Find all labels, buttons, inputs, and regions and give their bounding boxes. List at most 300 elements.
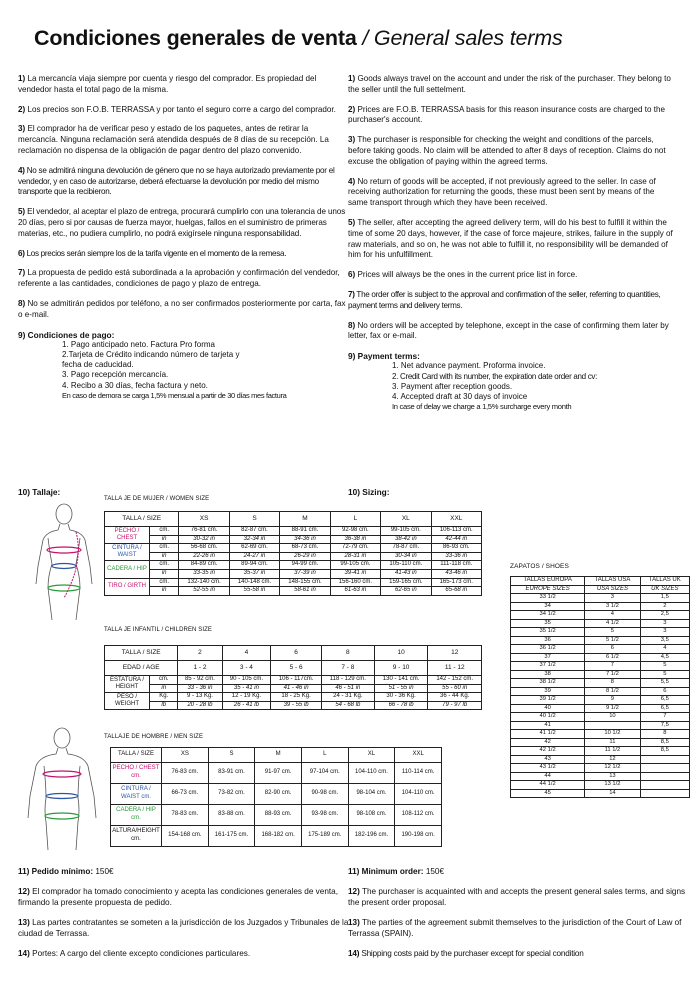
table-row — [511, 585, 690, 594]
table-cell: 7,5 — [640, 721, 689, 730]
table-cell: 73-82 cm. — [208, 784, 255, 805]
table-cell: 42-44 in — [431, 535, 481, 544]
children-size-caption: TALLA JE INFANTIL / CHILDREN SIZE — [104, 627, 212, 633]
table-cell: 161-175 cm. — [208, 826, 255, 847]
row-label: ALTURA/HEIGHT cm. — [111, 826, 162, 847]
bottom-es-12: 12) El comprador ha tomado conocimiento y acepta las condiciones generales de venta, firmando la presente propuesta de pedido. — [18, 887, 338, 907]
table-header-cell: XL — [348, 748, 395, 763]
unit-cell: in — [150, 684, 178, 693]
table-cell: 5 — [640, 670, 689, 679]
table-cell: 8 — [640, 730, 689, 739]
table-cell: 76-81 cm. — [179, 527, 229, 536]
unit-cell: in — [150, 569, 179, 578]
man-figure-icon — [16, 726, 108, 851]
table-row — [511, 636, 690, 645]
table-cell: 37 — [511, 653, 585, 662]
table-row — [511, 611, 690, 620]
payment-es-heading: 9) Condiciones de pago: — [18, 329, 115, 340]
table-cell: 68-73 cm. — [280, 544, 330, 553]
table-cell: 24 - 31 Kg. — [321, 693, 374, 702]
table-cell: 43 — [511, 755, 585, 764]
term-en-8: 8) No orders will be accepted by telephone, except in the case of confirming them later by letter, fax or e-mail. — [348, 320, 669, 341]
table-cell: 8,5 — [640, 747, 689, 756]
table-cell: 93-98 cm. — [301, 805, 348, 826]
table-row — [511, 679, 690, 688]
table-row — [511, 772, 690, 781]
bottom-es-13: 13) Las partes contratantes se someten a la jurisdicción de los Juzgados y Tribunales de la ciudad de Terrassa. — [18, 918, 349, 938]
table-cell: 4 — [585, 611, 640, 620]
term-en-7: 7) The order offer is subject to the approval and confirmation of the seller, referring to quantities, payment terms and delivery terms. — [348, 289, 661, 310]
table-cell: 10 1/2 — [585, 730, 640, 739]
table-cell: 3 1/2 — [585, 602, 640, 611]
table-cell: 86-93 cm. — [431, 544, 481, 553]
men-size-table — [110, 747, 442, 847]
table-header-cell: UK SIZES — [640, 585, 689, 594]
table-cell: 78-83 cm. — [162, 805, 209, 826]
table-row — [511, 628, 690, 637]
title-separator: / — [356, 26, 374, 50]
table-cell: 5 1/2 — [585, 636, 640, 645]
table-row — [111, 784, 442, 805]
table-row — [511, 789, 690, 798]
payment-en-item: 4. Accepted draft at 30 days of invoice — [392, 391, 528, 401]
unit-cell: in — [150, 587, 179, 596]
term-es-1: 1) La mercancía viaja siempre por cuenta y riesgo del comprador. Es propiedad del vendedor hasta el total pago de la misma. — [18, 74, 317, 94]
table-cell: 10 — [585, 713, 640, 722]
table-cell: 2 — [640, 602, 689, 611]
table-row — [511, 704, 690, 713]
table-row — [511, 653, 690, 662]
table-cell: 104-110 cm. — [395, 784, 442, 805]
unit-cell: cm. — [150, 527, 179, 536]
table-cell: 28-31 in — [330, 552, 380, 561]
table-cell: 159-165 cm. — [381, 578, 431, 587]
men-size-caption: TALLAJE DE HOMBRE / MEN SIZE — [104, 734, 204, 740]
table-cell: 36 1/2 — [511, 645, 585, 654]
payment-en-item: 2. Credit Card with its number, the expiration date order and cv: — [392, 371, 598, 381]
table-cell: 39 1/2 — [511, 696, 585, 705]
table-header-cell: TALLAS EUROPA — [511, 577, 585, 586]
row-label: PESO / WEIGHT — [105, 693, 150, 710]
table-cell: 13 — [585, 772, 640, 781]
table-cell: 106-113 cm. — [431, 527, 481, 536]
table-cell: 7 — [585, 662, 640, 671]
table-header-cell: XS — [162, 748, 209, 763]
table-cell: 40 — [511, 704, 585, 713]
table-row — [111, 826, 442, 847]
table-row — [511, 645, 690, 654]
table-cell: 34 1/2 — [511, 611, 585, 620]
bottom-es-14: 14) Portes: A cargo del cliente excepto condiciones particulares. — [18, 949, 251, 958]
table-row — [111, 763, 442, 784]
table-row — [511, 755, 690, 764]
table-cell: 4 1/2 — [585, 619, 640, 628]
table-header-cell: 4 — [222, 646, 271, 661]
table-row — [105, 693, 482, 702]
table-cell: 44 — [511, 772, 585, 781]
table-cell: 110-114 cm. — [395, 763, 442, 784]
table-cell: 46 - 51 in — [321, 684, 374, 693]
table-cell: 22-26 in — [179, 552, 229, 561]
unit-cell: Kg. — [150, 693, 178, 702]
table-cell: 3 — [640, 628, 689, 637]
payment-es-note: En caso de demora se carga 1,5% mensual a partir de 30 días mes factura — [62, 390, 287, 400]
sizing-label-en: 10) Sizing: — [348, 487, 390, 497]
table-cell: 108-112 cm. — [395, 805, 442, 826]
term-es-3: 3) El comprador ha de verificar peso y estado de los paquetes, antes de retirar la mercancía. Ninguna reclamación será atendida después de 8 días de su recepción. La reclamación no dispensa de la obligación de pagar dentro del plazo convenido. — [18, 124, 329, 155]
table-cell: 142 - 152 cm. — [428, 676, 482, 685]
table-cell: 37-39 in — [280, 569, 330, 578]
table-cell: 33 - 36 in — [178, 684, 222, 693]
table-row — [511, 781, 690, 790]
term-es-7: 7) La propuesta de pedido está subordinada a la aprobación y confirmación del vendedor, referente a las cantidades, condiciones de pago y plazo de entrega. — [18, 268, 340, 289]
row-label: CINTURA / WAIST — [105, 544, 150, 561]
table-cell: 83-91 cm. — [208, 763, 255, 784]
table-row — [105, 684, 482, 693]
bottom-es-11: 11) Pedido mínimo: 150€ — [18, 867, 114, 876]
term-en-4: 4) No return of goods will be accepted, if not previously agreed to the seller. In case of receiving authorization for returning the goods, these must been sent by means of the same transport through which they have been received. — [348, 176, 656, 208]
table-cell: 33 1/2 — [511, 594, 585, 603]
table-row — [105, 569, 482, 578]
table-header-cell: USA SIZES — [585, 585, 640, 594]
table-cell: 8,5 — [640, 738, 689, 747]
table-header-cell: 10 — [374, 646, 428, 661]
unit-cell: cm. — [150, 578, 179, 587]
table-cell: 51 - 55 in — [374, 684, 428, 693]
table-row — [511, 602, 690, 611]
table-header-cell: S — [229, 512, 279, 527]
term-es-4: 4) No se admitirá ninguna devolución de género que no se haya autorizado previamente por el vendedor, y en caso de autorizarse, deberá efectuarse la devolución por medio del mismo transporte que la recibieron. — [18, 165, 335, 197]
term-es-2: 2) Los precios son F.O.B. TERRASSA y por tanto el seguro corre a cargo del comprador. — [18, 104, 336, 114]
table-cell: 78-87 cm. — [381, 544, 431, 553]
table-cell: 72-79 cm. — [330, 544, 380, 553]
table-cell: 34 — [511, 602, 585, 611]
table-header-cell: TALLA / SIZE — [111, 748, 162, 763]
table-row — [511, 687, 690, 696]
table-cell: 12 - 19 Kg. — [222, 693, 271, 702]
table-cell: 6,5 — [640, 704, 689, 713]
table-row — [105, 561, 482, 570]
table-cell: 9 - 10 — [374, 661, 428, 676]
table-cell: 79 - 97 lb — [428, 701, 482, 710]
payment-es-item: 3. Pago recepción mercancía. — [62, 370, 169, 380]
table-cell: 98-104 cm. — [348, 784, 395, 805]
row-label: PECHO / CHEST — [105, 527, 150, 544]
table-cell: 3 — [585, 594, 640, 603]
terms-en — [348, 74, 676, 412]
table-cell — [640, 755, 689, 764]
table-row — [511, 730, 690, 739]
table-cell: 98-108 cm. — [348, 805, 395, 826]
table-cell: 99-105 cm. — [381, 527, 431, 536]
table-row — [105, 661, 482, 676]
page-title — [34, 26, 563, 51]
table-header-cell: 12 — [428, 646, 482, 661]
table-cell: 66-73 cm. — [162, 784, 209, 805]
table-row — [511, 670, 690, 679]
table-cell: 7 1/2 — [585, 670, 640, 679]
table-row — [111, 805, 442, 826]
table-cell: 92-98 cm. — [330, 527, 380, 536]
table-cell: 9 1/2 — [585, 704, 640, 713]
table-cell: 45 — [511, 789, 585, 798]
table-cell: 1,5 — [640, 594, 689, 603]
table-cell: 26-29 in — [280, 552, 330, 561]
table-row — [511, 721, 690, 730]
payment-es-item: 1. Pago anticipado neto. Factura Pro forma — [62, 339, 215, 349]
terms-es — [18, 74, 346, 401]
row-label: CADERA / HIP — [105, 561, 150, 578]
table-cell: 13 1/2 — [585, 781, 640, 790]
table-header-cell: 8 — [321, 646, 374, 661]
table-cell: 12 — [585, 755, 640, 764]
table-cell: 6,5 — [640, 696, 689, 705]
table-row — [511, 747, 690, 756]
table-cell: 35 1/2 — [511, 628, 585, 637]
sizing-label-es: 10) Tallaje: — [18, 487, 61, 497]
table-cell: 6 — [640, 687, 689, 696]
table-header-cell: TALLA / SIZE — [105, 512, 179, 527]
table-cell: 3 - 4 — [222, 661, 271, 676]
table-cell: 7 - 8 — [321, 661, 374, 676]
children-size-table — [104, 645, 482, 710]
table-cell: 39-41 in — [330, 569, 380, 578]
table-cell: 175-189 cm. — [301, 826, 348, 847]
row-label: TIRO / GIRTH — [105, 578, 150, 595]
payment-es-item: 4. Recibo a 30 días, fecha factura y neto. — [62, 380, 208, 390]
table-row — [105, 676, 482, 685]
table-cell: 91-97 cm. — [255, 763, 302, 784]
bottom-en-11: 11) Minimum order: 150€ — [348, 867, 445, 876]
table-row — [105, 544, 482, 553]
table-cell: 43-46 in — [431, 569, 481, 578]
table-row — [511, 662, 690, 671]
table-cell: 90-98 cm. — [301, 784, 348, 805]
table-cell: 76-83 cm. — [162, 763, 209, 784]
table-header-cell: XXL — [395, 748, 442, 763]
table-cell: 41-43 in — [381, 569, 431, 578]
payment-en-note: In case of delay we charge a 1,5% surcharge every month — [392, 402, 572, 412]
payment-en — [348, 351, 676, 412]
table-cell: 90 - 105 cm. — [222, 676, 271, 685]
table-cell: 9 - 13 Kg. — [178, 693, 222, 702]
table-cell: 11 — [585, 738, 640, 747]
table-cell — [640, 789, 689, 798]
table-cell: 6 — [585, 645, 640, 654]
table-cell: 32-34 in — [229, 535, 279, 544]
table-cell: 5 - 6 — [271, 661, 322, 676]
table-header-cell: XL — [381, 512, 431, 527]
table-cell: 3,5 — [640, 636, 689, 645]
table-header-cell: 6 — [271, 646, 322, 661]
table-row — [105, 552, 482, 561]
table-row — [105, 527, 482, 536]
table-cell: 89-94 cm. — [229, 561, 279, 570]
table-row — [105, 587, 482, 596]
payment-es — [18, 330, 346, 401]
table-header-cell: TALLAS USA — [585, 577, 640, 586]
table-header-cell: EUROPE SIZES — [511, 585, 585, 594]
table-cell: 3 — [640, 619, 689, 628]
table-cell: 154-168 cm. — [162, 826, 209, 847]
table-cell: 42 — [511, 738, 585, 747]
table-cell: 104-110 cm. — [348, 763, 395, 784]
table-header-cell: L — [330, 512, 380, 527]
table-cell: 190-198 cm. — [395, 826, 442, 847]
term-en-1: 1) Goods always travel on the account and under the risk of the purchaser. They belong to the seller until the full settelment. — [348, 74, 671, 94]
table-cell: 52-55 in — [179, 587, 229, 596]
table-header-cell: L — [301, 748, 348, 763]
term-en-2: 2) Prices are F.O.B. TERRASSA basis for this reason insurance costs are charged to the purchaser's account. — [348, 104, 666, 125]
table-cell: 43 1/2 — [511, 764, 585, 773]
table-row — [511, 764, 690, 773]
term-en-3: 3) The purchaser is responsible for checking the weight and conditions of the parcels, before taking goods. No claim will be attended to after 8 days of reception. Claims do not excuse the obligation of paying within the agreed terms. — [348, 135, 666, 166]
table-header-cell: 2 — [178, 646, 222, 661]
table-cell: 88-91 cm. — [280, 527, 330, 536]
row-label: CADERA / HIP cm. — [111, 805, 162, 826]
table-cell: 41 1/2 — [511, 730, 585, 739]
table-cell: 1 - 2 — [178, 661, 222, 676]
table-cell: 156-160 cm. — [330, 578, 380, 587]
table-cell: 61-63 in — [330, 587, 380, 596]
table-header-cell: S — [208, 748, 255, 763]
shoes-caption: ZAPATOS / SHOES — [510, 563, 569, 570]
table-row — [105, 512, 482, 527]
table-cell: 39 - 55 lb — [271, 701, 322, 710]
bottom-en-13: 13) The parties of the agreement submit themselves to the jurisdiction of the Court of Law of Terrassa (SPAIN). — [348, 918, 682, 938]
payment-es-item: 2.Tarjeta de Crédito indicando número de tarjeta y — [62, 349, 240, 359]
table-row — [511, 577, 690, 586]
row-label: ESTATURA / HEIGHT — [105, 676, 150, 693]
table-cell: 99-105 cm. — [330, 561, 380, 570]
table-row — [511, 696, 690, 705]
table-cell: 41 — [511, 721, 585, 730]
table-cell: 8 — [585, 679, 640, 688]
table-cell: 165-173 cm. — [431, 578, 481, 587]
unit-cell: in — [150, 535, 179, 544]
table-cell: 38 — [511, 670, 585, 679]
term-en-6: 6) Prices will always be the ones in the current price list in force. — [348, 270, 578, 280]
unit-cell: cm. — [150, 676, 178, 685]
table-cell: 84-89 cm. — [179, 561, 229, 570]
table-row — [511, 713, 690, 722]
table-row — [511, 619, 690, 628]
table-cell: 4,5 — [640, 653, 689, 662]
table-cell: 66 - 78 lb — [374, 701, 428, 710]
term-es-5: 5) El vendedor, al aceptar el plazo de entrega, procurará cumplirlo con una tolerancia de unos 20 días, pero si por causas de fuerza mayor, huelgas, fallos en el suministro de primeras materias, etc., no pudiera cumplirlo, no podrá exigírsele ninguna responsabilidad. — [18, 207, 346, 238]
payment-en-heading: 9) Payment terms: — [348, 351, 420, 362]
table-cell: 41 - 46 in — [271, 684, 322, 693]
table-cell: 30 - 36 Kg. — [374, 693, 428, 702]
women-size-caption: TALLA JE DE MUJER / WOMEN SIZE — [104, 496, 210, 502]
table-cell: 55 - 60 in — [428, 684, 482, 693]
unit-cell: cm. — [150, 544, 179, 553]
table-cell: 11 1/2 — [585, 747, 640, 756]
table-cell: 56-68 cm. — [179, 544, 229, 553]
table-cell: 97-104 cm. — [301, 763, 348, 784]
table-cell: 82-87 cm. — [229, 527, 279, 536]
table-cell: 55-58 in — [229, 587, 279, 596]
women-size-table — [104, 511, 482, 596]
table-cell: 9 — [585, 696, 640, 705]
table-cell: 88-93 cm. — [255, 805, 302, 826]
unit-cell: in — [150, 552, 179, 561]
table-cell: 62-65 in — [381, 587, 431, 596]
table-cell: 4 — [640, 645, 689, 654]
payment-en-item: 3. Payment after reception goods. — [392, 381, 513, 391]
table-cell: 148-155 cm. — [280, 578, 330, 587]
table-cell: 5 — [640, 662, 689, 671]
table-cell: 5 — [585, 628, 640, 637]
table-row — [105, 535, 482, 544]
table-cell: 24-27 in — [229, 552, 279, 561]
table-cell: 37 1/2 — [511, 662, 585, 671]
table-cell: 94-99 cm. — [280, 561, 330, 570]
table-cell: 33-35 in — [179, 569, 229, 578]
table-row — [511, 738, 690, 747]
table-cell: 39 — [511, 687, 585, 696]
term-es-8: 8) No se admitirán pedidos por teléfono, a no ser confirmados posteriormente por carta, fax o e-mail. — [18, 298, 346, 319]
table-cell: 168-182 cm. — [255, 826, 302, 847]
table-cell — [640, 772, 689, 781]
title-en: General sales terms — [373, 26, 563, 50]
table-cell: 26 - 41 lb — [222, 701, 271, 710]
table-cell: 20 - 28 lb — [178, 701, 222, 710]
table-cell: 11 - 12 — [428, 661, 482, 676]
table-header-cell: TALLA / SIZE — [105, 646, 178, 661]
table-cell: 85 - 92 cm. — [178, 676, 222, 685]
table-cell: 38 1/2 — [511, 679, 585, 688]
table-cell: 44 1/2 — [511, 781, 585, 790]
table-row — [111, 748, 442, 763]
table-cell: 130 - 141 cm. — [374, 676, 428, 685]
row-label: PECHO / CHEST cm. — [111, 763, 162, 784]
table-cell: 182-196 cm. — [348, 826, 395, 847]
table-cell: 35 - 41 in — [222, 684, 271, 693]
table-header-cell: M — [255, 748, 302, 763]
table-header-cell: TALLAS UK — [640, 577, 689, 586]
table-cell: 36-38 in — [330, 535, 380, 544]
table-cell: 33-36 in — [431, 552, 481, 561]
term-es-6: 6) Los precios serán siempre los de la tarifa vigente en el momento de la remesa. — [18, 248, 287, 258]
title-es: Condiciones generales de venta — [34, 26, 357, 50]
table-cell: 35 — [511, 619, 585, 628]
table-header-cell: M — [280, 512, 330, 527]
table-cell: 65-68 in — [431, 587, 481, 596]
table-cell: 58-61 in — [280, 587, 330, 596]
table-cell: 34-36 in — [280, 535, 330, 544]
table-cell: 36 - 44 Kg. — [428, 693, 482, 702]
table-cell: 30-32 in — [179, 535, 229, 544]
shoes-size-table — [510, 576, 690, 798]
row-label: EDAD / AGE — [105, 661, 178, 676]
payment-en-item: 1. Net advance payment. Proforma invoice. — [392, 361, 546, 371]
table-cell — [585, 721, 640, 730]
table-cell: 30-34 in — [381, 552, 431, 561]
table-row — [105, 578, 482, 587]
table-header-cell: XXL — [431, 512, 481, 527]
table-cell: 82-90 cm. — [255, 784, 302, 805]
table-row — [511, 594, 690, 603]
term-en-5: 5) The seller, after accepting the agreed delivery term, will do his best to fulfill it within the time of some 20 days, however, if the case of force majeure, strikes, failure in the supply of raw materials, and so on, he was not able to fulfill it, no responsibility will be demanded of him for his unfulfillment. — [348, 217, 673, 260]
bottom-en-14: 14) Shipping costs paid by the purchaser except for special condition — [348, 949, 584, 958]
row-label: CINTURA / WAIST cm. — [111, 784, 162, 805]
table-cell: 62-69 cm. — [229, 544, 279, 553]
payment-es-item: fecha de caducidad. — [62, 360, 134, 370]
table-cell: 111-118 cm. — [431, 561, 481, 570]
table-row — [105, 646, 482, 661]
table-cell: 8 1/2 — [585, 687, 640, 696]
